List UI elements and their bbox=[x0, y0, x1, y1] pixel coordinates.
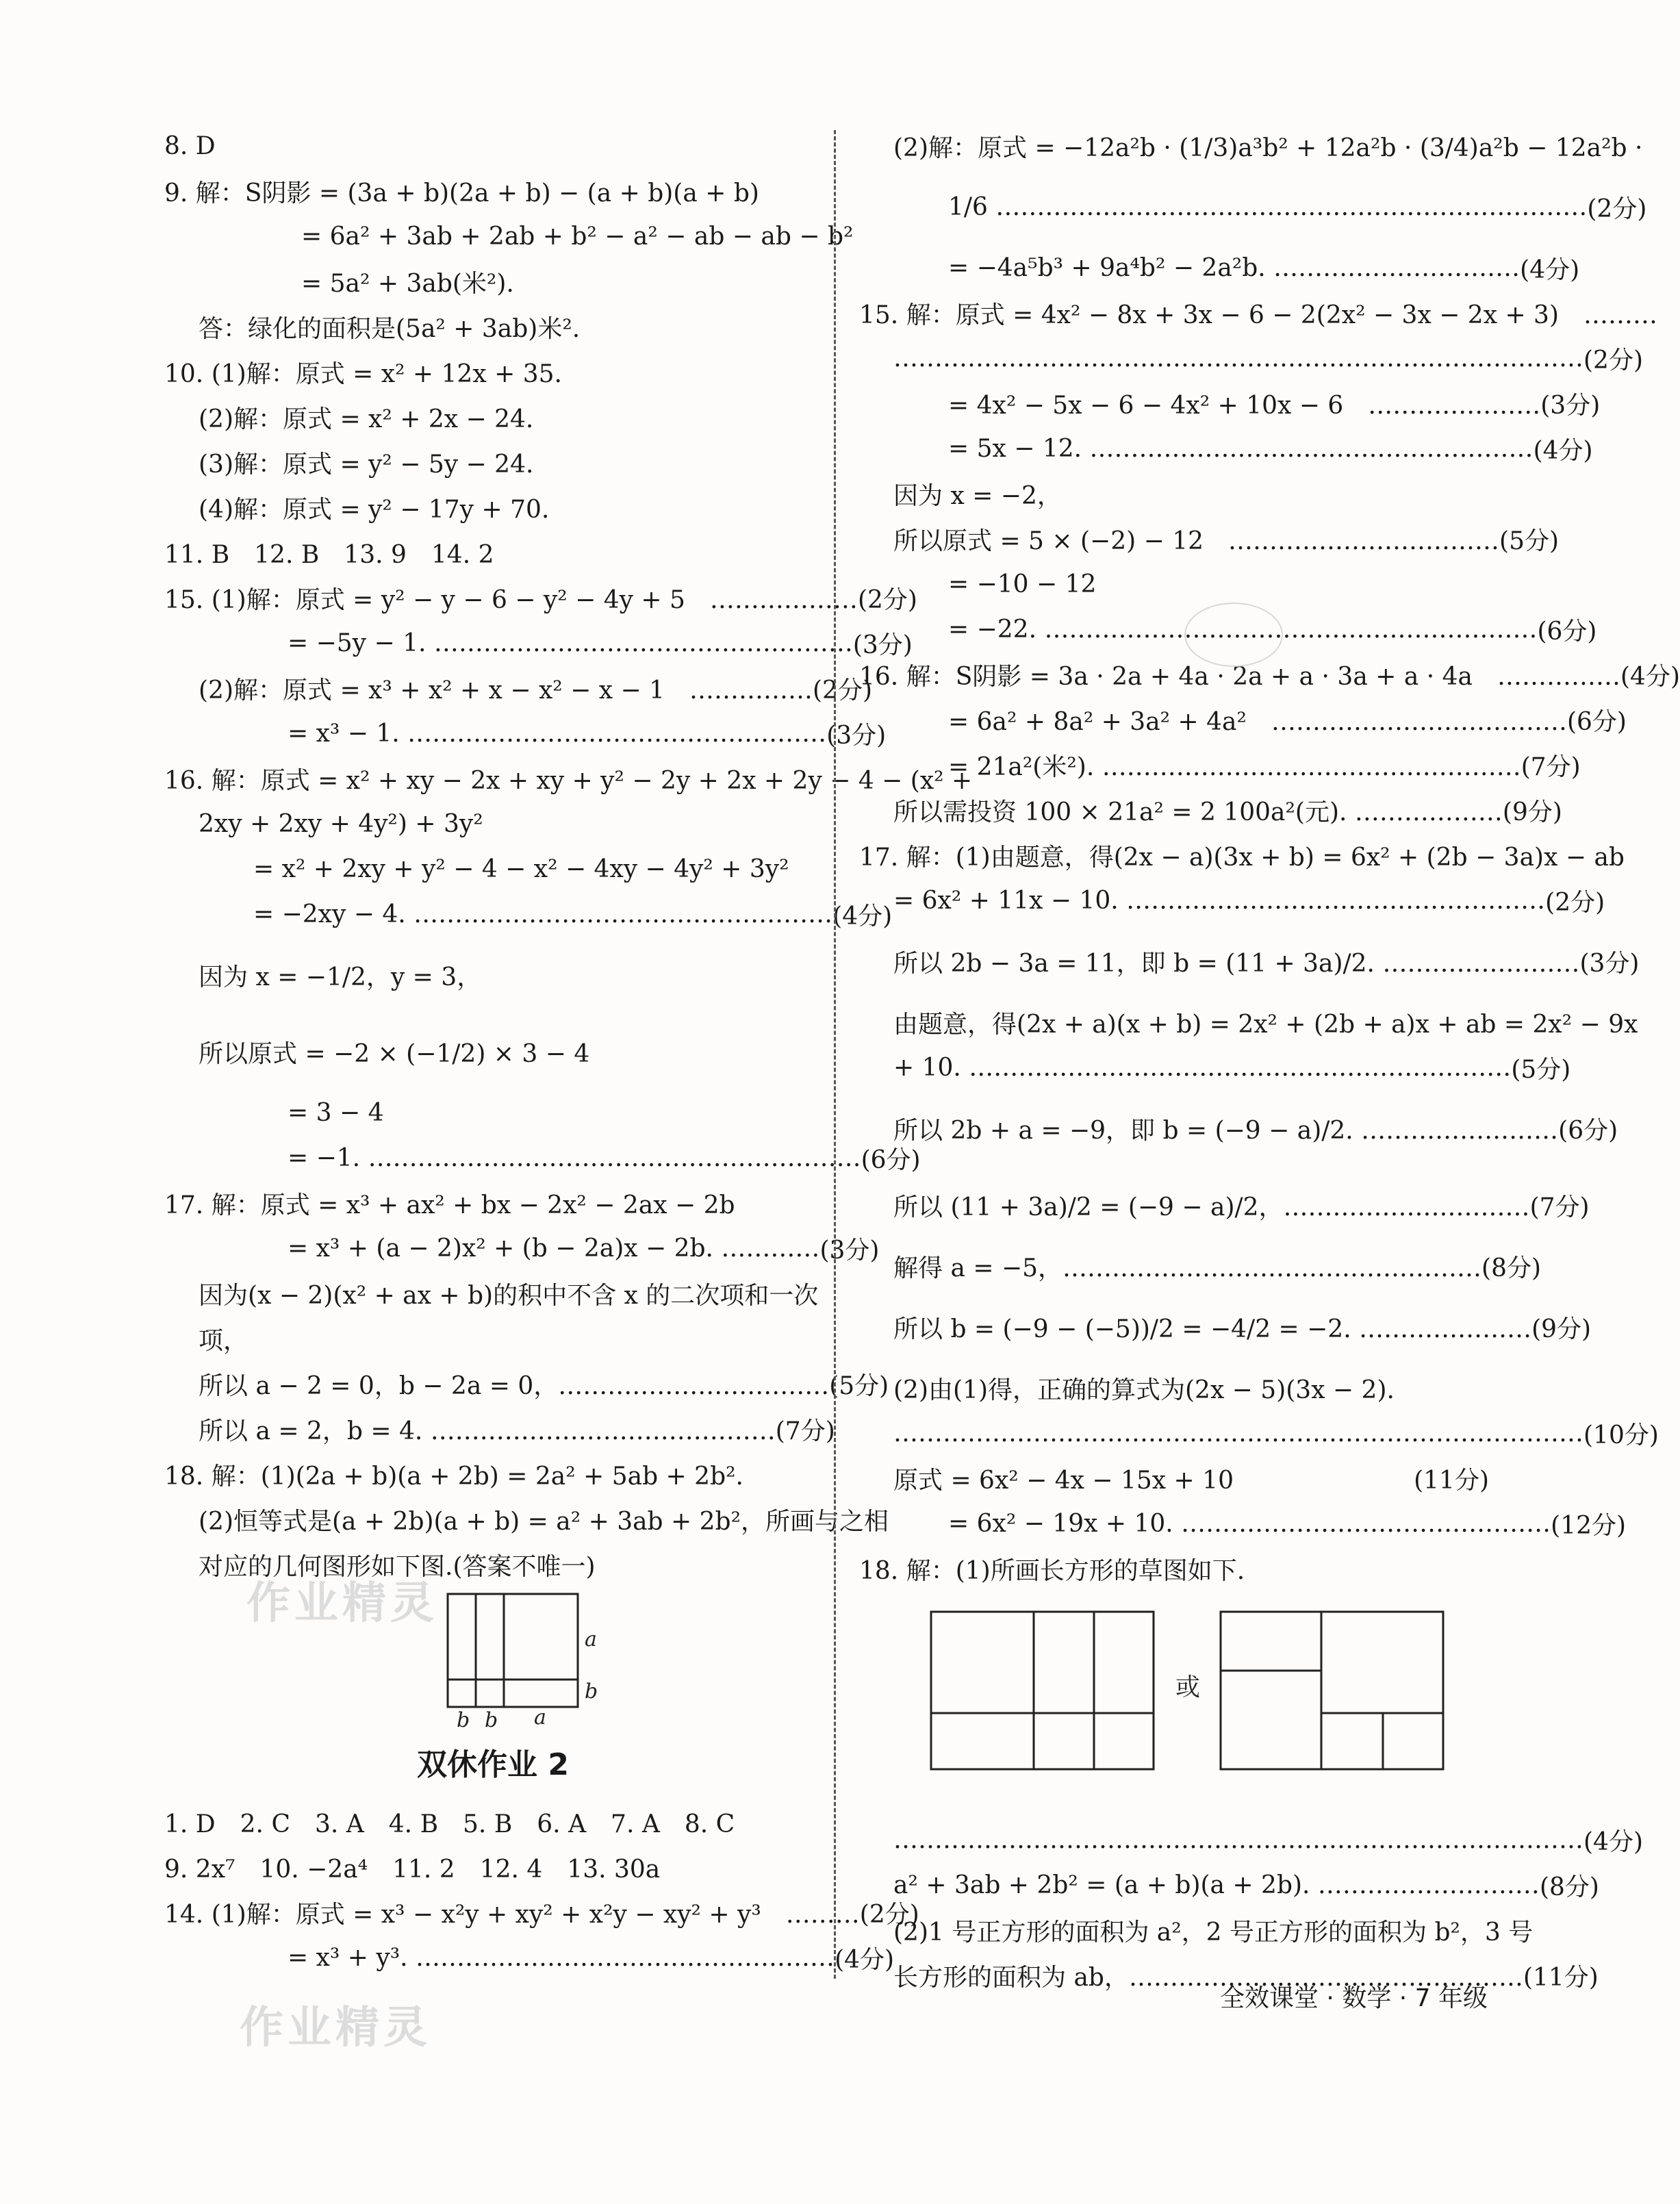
answer-text: 17. 解：(1)由题意，得(2x − a)(3x + b) = 6x² + (2b − 3a)x − ab bbox=[859, 843, 1625, 872]
answer-text: (2)解：原式 = x³ + x² + x − x² − x − 1 …………… bbox=[199, 676, 813, 705]
answer-text: (2)解：原式 = x² + 2x − 24. bbox=[199, 405, 534, 433]
answer-text: (4)解：原式 = y² − 17y + 70. bbox=[199, 495, 550, 524]
label-a-side: a bbox=[585, 1627, 597, 1651]
answer-line bbox=[164, 846, 822, 891]
score-marker: (8分) bbox=[1481, 1254, 1542, 1282]
answer-text: 10. (1)解：原式 = x² + 12x + 35. bbox=[164, 359, 562, 388]
answer-line bbox=[859, 1456, 1489, 1501]
figure-outer-rect bbox=[448, 1594, 578, 1707]
sketch-2-outer bbox=[1221, 1612, 1443, 1769]
watermark-text: 作业精灵 bbox=[246, 1578, 438, 1629]
answer-line bbox=[859, 697, 1627, 742]
answer-line bbox=[164, 349, 822, 394]
answer-line bbox=[164, 891, 893, 937]
answer-line bbox=[859, 787, 1562, 833]
answer-text: = −22. …………………………………………………… bbox=[948, 615, 1538, 644]
answer-text: 所以 2b + a = −9，即 b = (−9 − a)/2. …………………… bbox=[893, 1116, 1559, 1145]
score-marker: (4分) bbox=[1620, 662, 1680, 691]
answer-text: 18. 解：(1)所画长方形的草图如下. bbox=[859, 1556, 1245, 1585]
answer-text: ………………………………………………………………………… bbox=[893, 1419, 1583, 1447]
answer-line bbox=[859, 1862, 1599, 1908]
answer-line bbox=[859, 1817, 1643, 1862]
answer-text: (2)1 号正方形的面积为 a²，2 号正方形的面积为 b²，3 号 bbox=[893, 1918, 1533, 1947]
answer-text: 所以 b = (−9 − (−5))/2 = −4/2 = −2. ………………… bbox=[893, 1315, 1532, 1343]
score-marker: (4分) bbox=[832, 902, 893, 930]
score-marker: (2分) bbox=[859, 1900, 919, 1929]
score-marker: (7分) bbox=[1529, 1193, 1590, 1221]
answer-line bbox=[164, 214, 854, 259]
answer-line bbox=[164, 801, 822, 846]
answer-line bbox=[164, 1406, 835, 1452]
answer-line bbox=[859, 245, 1580, 290]
answer-text: ………………………………………………………………………… bbox=[893, 1825, 1583, 1854]
answer-text: ………………………………………………………………………… bbox=[893, 344, 1583, 372]
score-marker: (2分) bbox=[1545, 888, 1605, 917]
answer-text: 2xy + 2xy + 4y²) + 3y² bbox=[199, 809, 483, 838]
watermark-text: 作业精灵 bbox=[240, 2003, 431, 2053]
right-column bbox=[859, 123, 1680, 1998]
answer-line bbox=[164, 394, 822, 440]
answer-line bbox=[164, 756, 973, 801]
answer-line bbox=[164, 485, 822, 530]
answer-text: 15. 解：原式 = 4x² − 8x + 3x − 6 − 2(2x² − 3x − 2x + 3) ……… bbox=[859, 301, 1658, 329]
answer-line bbox=[859, 878, 1605, 923]
answer-text: 所以 a − 2 = 0，b − 2a = 0，…………………………… bbox=[199, 1371, 830, 1400]
score-marker: (4分) bbox=[1533, 436, 1593, 465]
answer-text: = −5y − 1. …………………………………………… bbox=[288, 629, 853, 657]
answer-text: 原式 = 6x² − 4x − 15x + 10 bbox=[893, 1466, 1234, 1495]
score-marker: (8分) bbox=[1539, 1873, 1599, 1901]
answer-line bbox=[164, 440, 822, 485]
answer-line bbox=[859, 1289, 1592, 1365]
answer-line bbox=[859, 1365, 1489, 1410]
answer-text: 9. 2x⁷ 10. −2a⁴ 11. 2 12. 4 13. 30a bbox=[164, 1855, 661, 1884]
answer-text: 9. 解：S阴影 = (3a + b)(2a + b) − (a + b)(a + b) bbox=[164, 179, 759, 207]
answer-line bbox=[164, 1935, 895, 1980]
answer-text: 因为 x = −2， bbox=[893, 481, 1062, 510]
answer-line bbox=[859, 1501, 1627, 1546]
answer-line bbox=[164, 1845, 822, 1890]
answer-text: 8. D bbox=[164, 131, 216, 160]
rectangle-sketches bbox=[859, 1591, 1489, 1817]
answer-text: + 10. ………………………………………………………… bbox=[893, 1053, 1512, 1082]
answer-text: = x³ − 1. …………………………………………… bbox=[288, 719, 827, 748]
score-marker: (3分) bbox=[826, 721, 887, 750]
answer-text: = 6x² − 19x + 10. ……………………………………… bbox=[948, 1509, 1551, 1538]
answer-text: = −2xy − 4. …………………………………………… bbox=[253, 900, 833, 928]
score-marker: (11分) bbox=[1523, 1963, 1599, 1992]
answer-line bbox=[859, 426, 1593, 471]
answer-line bbox=[859, 290, 1658, 335]
score-marker: (7分) bbox=[1520, 752, 1581, 781]
score-marker: (7分) bbox=[775, 1417, 835, 1445]
answer-line bbox=[859, 652, 1680, 697]
answer-text: = 6a² + 3ab + 2ab + b² − a² − ab − ab − b² bbox=[301, 222, 854, 251]
answer-text: = 4x² − 5x − 6 − 4x² + 10x − 6 ………………… bbox=[948, 391, 1541, 420]
right-answer-list bbox=[859, 123, 1680, 1591]
answer-text: 11. B 12. B 13. 9 14. 2 bbox=[164, 540, 494, 569]
answer-text: = x³ + (a − 2)x² + (b − 2a)x − 2b. ………… bbox=[288, 1234, 820, 1263]
answer-line bbox=[859, 335, 1643, 381]
answer-text: = 5x − 12. ……………………………………………… bbox=[948, 434, 1533, 463]
score-marker: (6分) bbox=[1537, 617, 1597, 646]
label-b-bottom-1: b bbox=[457, 1708, 470, 1732]
answer-line bbox=[859, 1243, 1542, 1289]
score-marker: (9分) bbox=[1502, 798, 1562, 826]
answer-text: 对应的几何图形如下图.(答案不唯一) bbox=[199, 1552, 596, 1581]
answer-text: 因为(x − 2)(x² + ax + b)的积中不含 x 的二次项和一次 bbox=[199, 1281, 819, 1310]
score-marker: (11分) bbox=[1414, 1466, 1489, 1495]
label-b-side: b bbox=[585, 1680, 598, 1703]
score-marker: (2分) bbox=[1583, 346, 1643, 375]
answer-text: = x³ + y³. …………………………………………… bbox=[288, 1943, 835, 1972]
answer-text: 15. (1)解：原式 = y² − y − 6 − y² − 4y + 5 ……………… bbox=[164, 585, 858, 614]
score-marker: (10分) bbox=[1583, 1421, 1659, 1449]
answer-text: 16. 解：原式 = x² + xy − 2x + xy + y² − 2y + 2x + 2y − 4 − (x² + bbox=[164, 766, 973, 795]
answer-line bbox=[859, 471, 1489, 516]
score-marker: (12分) bbox=[1551, 1511, 1627, 1540]
left-column bbox=[164, 123, 973, 1980]
answer-line bbox=[859, 1090, 1618, 1167]
answer-text: (2)恒等式是(a + 2b)(a + b) = a² + 3ab + 2b²，所画与之相 bbox=[199, 1507, 889, 1536]
answer-line bbox=[164, 168, 822, 214]
answer-text: = x² + 2xy + y² − 4 − x² − 4xy − 4y² + 3y² bbox=[253, 854, 789, 883]
answer-text: = 6a² + 8a² + 3a² + 4a² ……………………………… bbox=[948, 707, 1567, 736]
answer-text: 1/6 ……………………………………………………………… bbox=[948, 192, 1588, 221]
score-marker: (3分) bbox=[1540, 391, 1601, 420]
answer-text: = 6x² + 11x − 10. …………………………………………… bbox=[893, 886, 1546, 915]
answer-line bbox=[859, 1546, 1489, 1591]
or-label: 或 bbox=[1175, 1673, 1201, 1701]
answer-line bbox=[164, 666, 873, 711]
answer-line bbox=[164, 1013, 822, 1090]
label-b-bottom-2: b bbox=[485, 1708, 498, 1732]
geometry-figure-right bbox=[859, 1591, 1489, 1817]
column-divider bbox=[834, 130, 836, 1979]
answer-text: 16. 解：S阴影 = 3a · 2a + 4a · 2a + a · 3a + a · 4a …………… bbox=[859, 662, 1621, 691]
answer-text: 答：绿化的面积是(5a² + 3ab)米². bbox=[199, 314, 581, 343]
answer-text: = 5a² + 3ab(米²). bbox=[301, 269, 514, 298]
answer-line bbox=[859, 1000, 1638, 1045]
answer-line bbox=[164, 620, 913, 666]
score-marker: (3分) bbox=[819, 1236, 880, 1265]
answer-line bbox=[164, 937, 822, 1013]
answer-line bbox=[164, 1180, 822, 1226]
answer-text: (2)由(1)得，正确的算式为(2x − 5)(3x − 2). bbox=[893, 1376, 1395, 1404]
score-marker: (2分) bbox=[857, 585, 917, 614]
answer-line bbox=[164, 1316, 822, 1361]
answer-line bbox=[164, 123, 822, 168]
score-marker: (9分) bbox=[1531, 1315, 1592, 1343]
score-marker: (6分) bbox=[1566, 707, 1627, 736]
answer-text: = −1. …………………………………………………… bbox=[288, 1143, 861, 1172]
answer-text: 所以 a = 2，b = 4. …………………………………… bbox=[199, 1417, 776, 1445]
answer-text: = 3 − 4 bbox=[288, 1098, 384, 1127]
score-marker: (3分) bbox=[852, 631, 913, 659]
answer-text: 所以 2b − 3a = 11，即 b = (11 + 3a)/2. …………………… bbox=[893, 949, 1580, 978]
answer-line bbox=[859, 833, 1625, 878]
label-a-bottom: a bbox=[534, 1706, 546, 1730]
answer-line bbox=[859, 516, 1560, 561]
answer-line bbox=[164, 530, 822, 575]
answer-line bbox=[164, 711, 887, 756]
score-marker: (2分) bbox=[813, 676, 873, 705]
answer-line bbox=[164, 259, 822, 304]
answer-text: 1. D 2. C 3. A 4. B 5. B 6. A 7. A 8. C bbox=[164, 1810, 735, 1838]
answer-line bbox=[859, 1045, 1571, 1090]
answer-line bbox=[859, 381, 1601, 426]
answer-text: 解得 a = −5，…………………………………………… bbox=[893, 1254, 1482, 1282]
answer-line bbox=[164, 575, 917, 620]
answer-line bbox=[164, 1799, 822, 1845]
faint-stamp-logo bbox=[1184, 603, 1283, 667]
answer-text: 所以 (11 + 3a)/2 = (−9 − a)/2，………………………… bbox=[893, 1193, 1530, 1221]
answer-line bbox=[164, 1890, 919, 1935]
answer-text: (3)解：原式 = y² − 5y − 24. bbox=[199, 450, 534, 479]
answer-text: 14. (1)解：原式 = x³ − x²y + xy² + x²y − xy² + y³ ……… bbox=[164, 1900, 860, 1929]
answer-text: = 21a²(米²). …………………………………………… bbox=[948, 752, 1521, 781]
score-marker: (5分) bbox=[829, 1371, 889, 1400]
answer-line bbox=[859, 742, 1581, 787]
answer-text: 项， bbox=[199, 1326, 249, 1355]
answer-text: = −10 − 12 bbox=[948, 570, 1097, 598]
answer-line bbox=[164, 1135, 921, 1180]
answer-text: 所以需投资 100 × 21a² = 2 100a²(元). ……………… bbox=[893, 798, 1503, 826]
page-footer: 全效课堂 · 数学 · 7 年级 bbox=[1219, 1984, 1488, 2012]
answer-line bbox=[859, 1908, 1533, 1953]
answer-text: 所以原式 = 5 × (−2) − 12 …………………………… bbox=[893, 527, 1500, 555]
answer-text: (2)解：原式 = −12a²b · (1/3)a³b² + 12a²b · (3/4)a²b − 12a²b · bbox=[893, 134, 1643, 162]
answer-line bbox=[164, 1452, 822, 1497]
left-answer-list-2 bbox=[164, 1799, 919, 1980]
answer-line bbox=[859, 607, 1597, 652]
answer-text: 由题意，得(2x + a)(x + b) = 2x² + (2b + a)x + ab = 2x² − 9x bbox=[893, 1010, 1638, 1039]
answer-line bbox=[859, 923, 1640, 1000]
answer-line bbox=[164, 1090, 822, 1135]
answer-text: 所以原式 = −2 × (−1/2) × 3 − 4 bbox=[199, 1039, 590, 1068]
answer-line bbox=[164, 1497, 889, 1542]
score-marker: (6分) bbox=[861, 1145, 921, 1174]
answer-line bbox=[859, 1410, 1659, 1456]
answer-line bbox=[859, 168, 1647, 245]
answer-text: 长方形的面积为 ab，………………………………………… bbox=[893, 1963, 1523, 1992]
answer-line bbox=[164, 1271, 822, 1316]
answer-line bbox=[859, 561, 1489, 607]
answer-line bbox=[859, 1167, 1590, 1243]
right-answer-list-2 bbox=[859, 1817, 1643, 1998]
score-marker: (2分) bbox=[1587, 194, 1647, 223]
score-marker: (4分) bbox=[835, 1945, 895, 1974]
answer-text: a² + 3ab + 2b² = (a + b)(a + 2b). ……………………… bbox=[893, 1871, 1540, 1899]
score-marker: (5分) bbox=[1511, 1055, 1571, 1084]
answer-text: 18. 解：(1)(2a + b)(a + 2b) = 2a² + 5ab + 2b². bbox=[164, 1462, 743, 1491]
answer-line bbox=[859, 123, 1643, 168]
left-answer-list bbox=[164, 123, 973, 1587]
score-marker: (4分) bbox=[1520, 255, 1580, 284]
answer-text: 因为 x = −1/2，y = 3， bbox=[199, 963, 482, 991]
section-heading: 双休作业 2 bbox=[417, 1747, 569, 1782]
sketch-1-outer bbox=[931, 1612, 1154, 1769]
answer-text: = −4a⁵b³ + 9a⁴b² − 2a²b. ………………………… bbox=[948, 253, 1520, 282]
score-marker: (6分) bbox=[1558, 1116, 1618, 1145]
answer-line bbox=[164, 304, 822, 349]
answer-line bbox=[164, 1361, 889, 1406]
answer-text: 17. 解：原式 = x³ + ax² + bx − 2x² − 2ax − 2b bbox=[164, 1191, 735, 1219]
score-marker: (5分) bbox=[1499, 527, 1560, 555]
score-marker: (3分) bbox=[1579, 949, 1640, 978]
score-marker: (4分) bbox=[1583, 1827, 1643, 1856]
answer-line bbox=[164, 1226, 880, 1271]
